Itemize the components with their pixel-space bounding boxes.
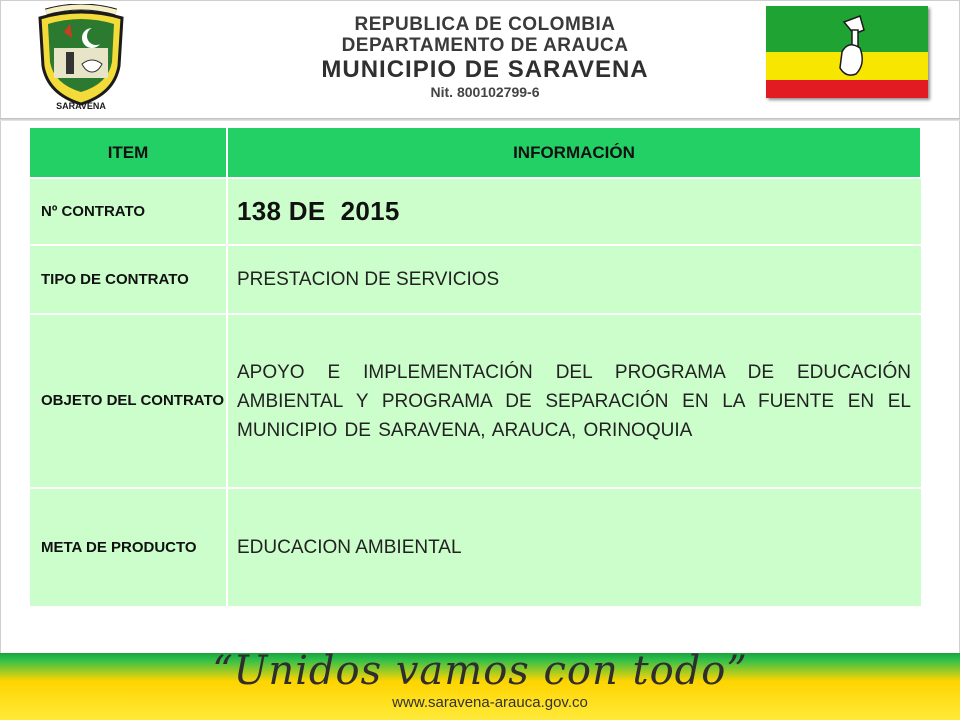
municipality-line: MUNICIPIO DE SARAVENA xyxy=(321,56,649,83)
column-header-informacion: INFORMACIÓN xyxy=(227,128,921,178)
institution-heading xyxy=(290,14,680,101)
header-divider xyxy=(0,118,960,121)
svg-text:SARAVENA: SARAVENA xyxy=(56,101,106,111)
row-label: OBJETO DEL CONTRATO xyxy=(30,314,227,488)
department-line: DEPARTAMENTO DE ARAUCA xyxy=(341,35,629,56)
country-line: REPUBLICA DE COLOMBIA xyxy=(354,14,616,35)
row-label: Nº CONTRATO xyxy=(30,178,227,245)
row-value xyxy=(227,314,921,488)
slogan: “Unidos vamos con todo” xyxy=(212,648,748,694)
table-row xyxy=(30,314,921,488)
contract-info-table xyxy=(30,128,922,608)
table-row xyxy=(30,178,921,245)
table-row xyxy=(30,245,921,314)
contract-type: PRESTACION DE SERVICIOS xyxy=(237,269,500,290)
row-label: TIPO DE CONTRATO xyxy=(30,245,227,314)
row-label: META DE PRODUCTO xyxy=(30,488,227,607)
table-header-row xyxy=(30,128,921,178)
municipal-flag-logo xyxy=(766,6,928,98)
website-link[interactable]: www.saravena-arauca.gov.co xyxy=(392,694,588,711)
table-row xyxy=(30,488,921,607)
column-header-item: ITEM xyxy=(30,128,227,178)
nit-line: Nit. 800102799-6 xyxy=(430,84,540,100)
product-goal: EDUCACION AMBIENTAL xyxy=(237,537,462,558)
municipal-shield-logo xyxy=(26,4,136,112)
row-value xyxy=(227,245,921,314)
contract-object: APOYO E IMPLEMENTACIÓN DEL PROGRAMA DE EDUCACIÓN AMBIENTAL Y PROGRAMA DE SEPARACIÓN EN LA FUENTE EN EL MUNICIPIO DE SARAVENA, ARAUCA, ORINOQUIA xyxy=(237,361,911,441)
header xyxy=(0,0,960,118)
contract-number: 138 DE 2015 xyxy=(237,196,400,226)
row-value xyxy=(227,488,921,607)
row-value xyxy=(227,178,921,245)
